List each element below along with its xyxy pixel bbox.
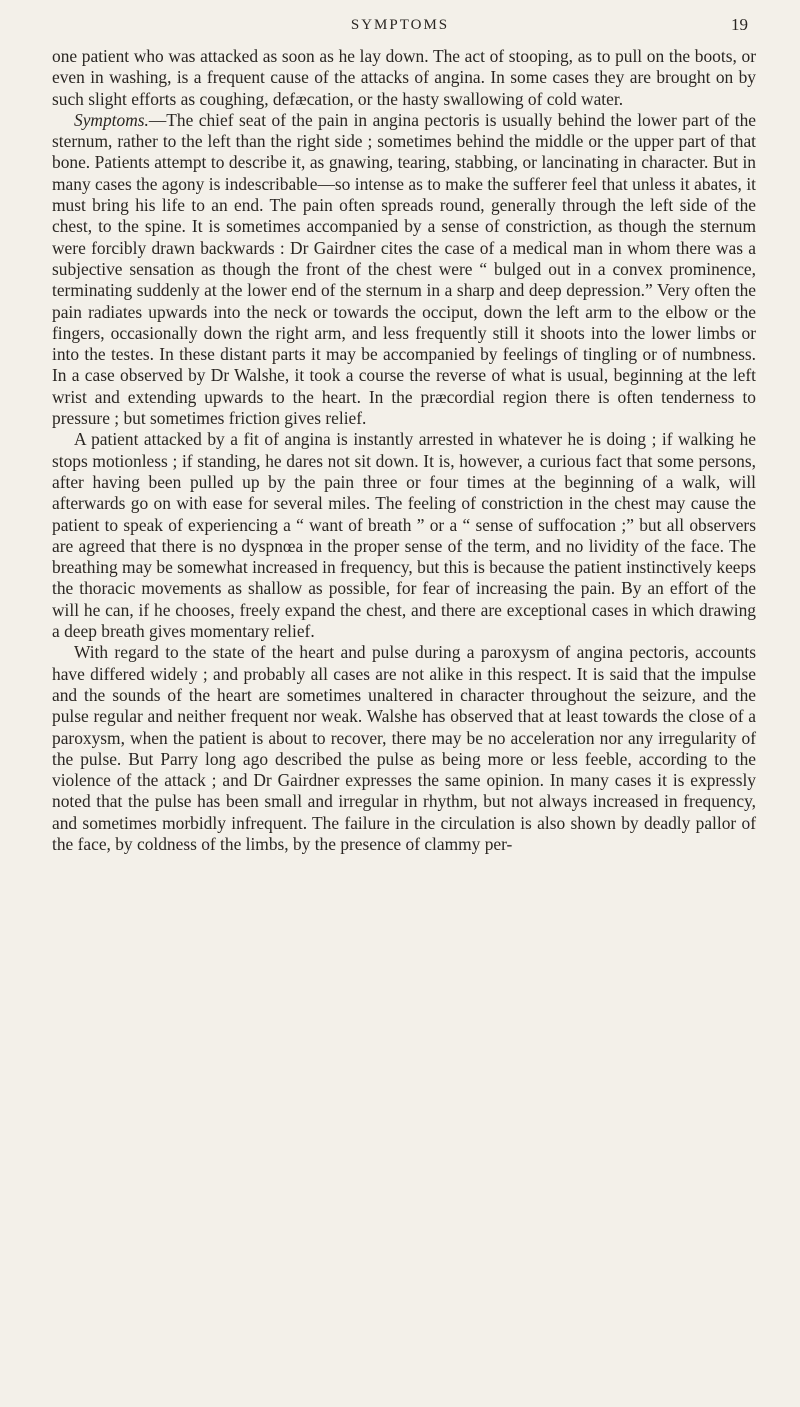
section-heading: Symptoms. [74,109,149,130]
paragraph-text: —The chief seat of the pain in angina pectoris is usually behind the lower part of the sternum, rather to the left than the right side ; sometimes behind the middle or the upper part of that bone. Patients attempt to describe it, as gnawing, tearing, stabbing, or lancinating in character. But in many cases the agony is indescribable—so intense as to make the sufferer feel that unless it abates, it must bring his life to an end. The pain often spreads round, generally through the left side of the chest, to the spine. It is sometimes accompanied by a sense of constriction, as though the sternum were forcibly drawn backwards : Dr Gairdner cites the case of a medical man in whom there was a subjective sensation as though the front of the chest were “ bulged out in a convex prominence, terminating suddenly at the lower end of the sternum in a sharp and deep depression.” Very often the pain radiates upwards into the neck or towards the occiput, down the left arm to the elbow or the fingers, occasionally down the right arm, and less frequently still it shoots into the lower limbs or into the testes. In these distant parts it may be accompanied by feelings of tingling or of numbness. In a case observed by Dr Walshe, it took a course the reverse of what is usual, beginning at the left wrist and extending upwards to the heart. In the præcordial region there is often tenderness to pressure ; but sometimes friction gives relief. [52,109,756,429]
paragraph-text: A patient attacked by a fit of angina is instantly arrested in whatever he is doing ; if walking he stops motionless ; if standing, he dares not sit down. It is, however, a curious fact that some persons, after having been pulled up by the pain three or four times at the beginning of a walk, will afterwards go on with ease for several miles. The feeling of constriction in the chest may cause the patient to speak of experiencing a “ want of breath ” or a “ sense of suffocation ;” but all observers are agreed that there is no dyspnœa in the proper sense of the term, and no lividity of the face. The breathing may be somewhat increased in frequency, but this is because the patient instinctively keeps the thoracic movements as shallow as possible, for fear of increasing the pain. By an effort of the will he can, if he chooses, freely expand the chest, and there are exceptional cases in which drawing a deep breath gives momentary relief. [52,429,756,642]
paragraph-text: one patient who was attacked as soon as he lay down. The act of stooping, as to pull on the boots, or even in washing, is a frequent cause of the attacks of angina. In some cases they are brought on by such slight efforts as coughing, defæcation, or the hasty swallowing of cold water. [52,46,756,109]
paragraph-text: With regard to the state of the heart and pulse during a paroxysm of angina pectoris, accounts have differed widely ; and probably all cases are not alike in this respect. It is said that the impulse and the sounds of the heart are sometimes unaltered in character throughout the seizure, and the pulse regular and neither frequent nor weak. Walshe has observed that at least towards the close of a paroxysm, when the patient is about to recover, there may be no acceleration nor any irregularity of the pulse. But Parry long ago described the pulse as being more or less feeble, according to the violence of the attack ; and Dr Gairdner expresses the same opinion. In many cases it is expressly noted that the pulse has been small and irregular in rhythm, but not always increased in frequency, and sometimes morbidly infrequent. The failure in the circulation is also shown by deadly pallor of the face, by coldness of the limbs, by the presence of clammy per- [52,642,756,854]
paragraph-heart-pulse [52,642,756,855]
paragraph-patient-attack [52,429,756,642]
page-number: 19 [731,15,748,34]
paragraph-continuation [52,46,756,110]
running-title: SYMPTOMS [350,17,450,33]
running-head [0,10,800,40]
body-text [52,46,756,855]
paragraph-symptoms [52,110,756,429]
